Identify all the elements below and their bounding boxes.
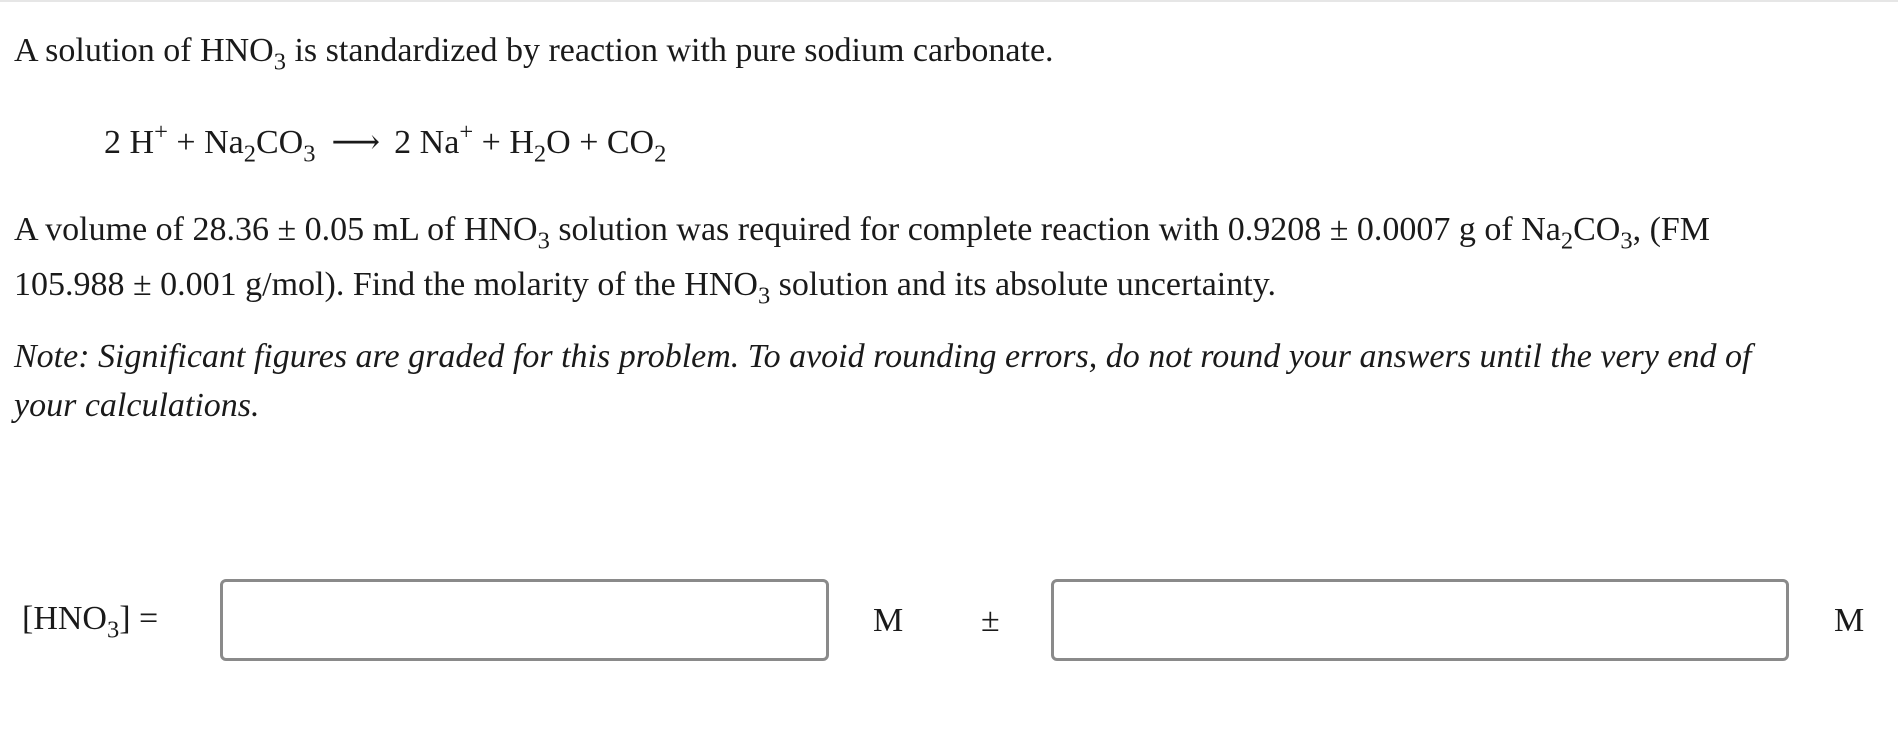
- plus-minus-sign: ±: [981, 602, 1000, 639]
- answer-label: $[HNO_3]$ =: [22, 600, 159, 644]
- problem-statement-line-1: A volume of 28.36 ± 0.05 mL of $HNO_3$ solution was required for complete reaction with 0.9208 ± 0.0007 g of $Na_2CO_3$, (FM: [14, 211, 1711, 255]
- uncertainty-input[interactable]: [1051, 579, 1789, 661]
- problem-statement-line-2: 105.988 ± 0.001 g/mol). Find the molarity of the $HNO_3$ solution and its absolute uncertainty.: [14, 266, 1276, 310]
- uncertainty-unit: M: [1834, 602, 1865, 639]
- answer-row: [0, 579, 1898, 665]
- molarity-unit: M: [873, 602, 904, 639]
- note-line-2: your calculations.: [14, 387, 260, 424]
- reaction-equation: 2 $H^+ + Na_2CO_3$ ⟶ 2 $Na^+ + H_2O + CO_2$: [104, 118, 667, 168]
- note-line-1: Note: Significant figures are graded for this problem. To avoid rounding errors, do not round your answers until the very end of: [14, 338, 1752, 375]
- intro-text: A solution of $HNO_3$ is standardized by reaction with pure sodium carbonate.: [14, 32, 1054, 76]
- molarity-input[interactable]: [220, 579, 829, 661]
- reaction-arrow-icon: ⟶: [331, 124, 381, 161]
